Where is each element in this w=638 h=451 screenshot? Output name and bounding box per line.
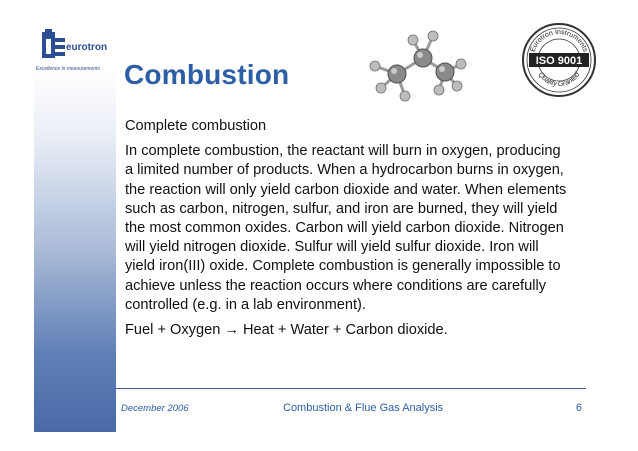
tagline: Excellence in measurements <box>36 66 100 72</box>
iso-badge-top-text: Eurotron Instruments <box>529 28 589 53</box>
slide-body-text: In complete combustion, the reactant will burn in oxygen, producing a limited number of products. When a hydrocarbon burns in oxygen, the reaction will only yield carbon dioxide and water. When elements such as carbon, nitrogen, sulfur, and iron are burned, they will yield the most common oxides. Carbon will yield carbon dioxide. Nitrogen will yield nitrogen dioxide. Sulfur will yield sulfur dioxide. Iron will yield iron(III) oxide. Complete combustion is generally impossible to achieve unless the reaction occurs where conditions are carefully controlled (e.g. in a lab environment). <box>125 143 567 313</box>
footer-title: Combustion & Flue Gas Analysis <box>283 402 444 414</box>
page-number: 6 <box>575 402 582 414</box>
slide-title: Combustion <box>124 59 290 90</box>
slide-subtitle: Complete combustion <box>125 118 267 134</box>
iso-badge-center-text: ISO 9001 <box>535 55 583 67</box>
propane-molecule-image <box>365 22 470 104</box>
slide-equation: Fuel + Oxygen → Heat + Water + Carbon dioxide. <box>125 322 448 339</box>
iso-9001-badge <box>521 22 597 98</box>
footer-date: December 2006 <box>121 403 189 414</box>
slide-content <box>125 117 570 346</box>
logo-wordmark: eurotron <box>66 42 108 53</box>
footer-divider <box>116 388 586 389</box>
eurotron-logo <box>42 26 122 66</box>
iso-badge-bottom-text: Quality Granted <box>536 71 582 89</box>
